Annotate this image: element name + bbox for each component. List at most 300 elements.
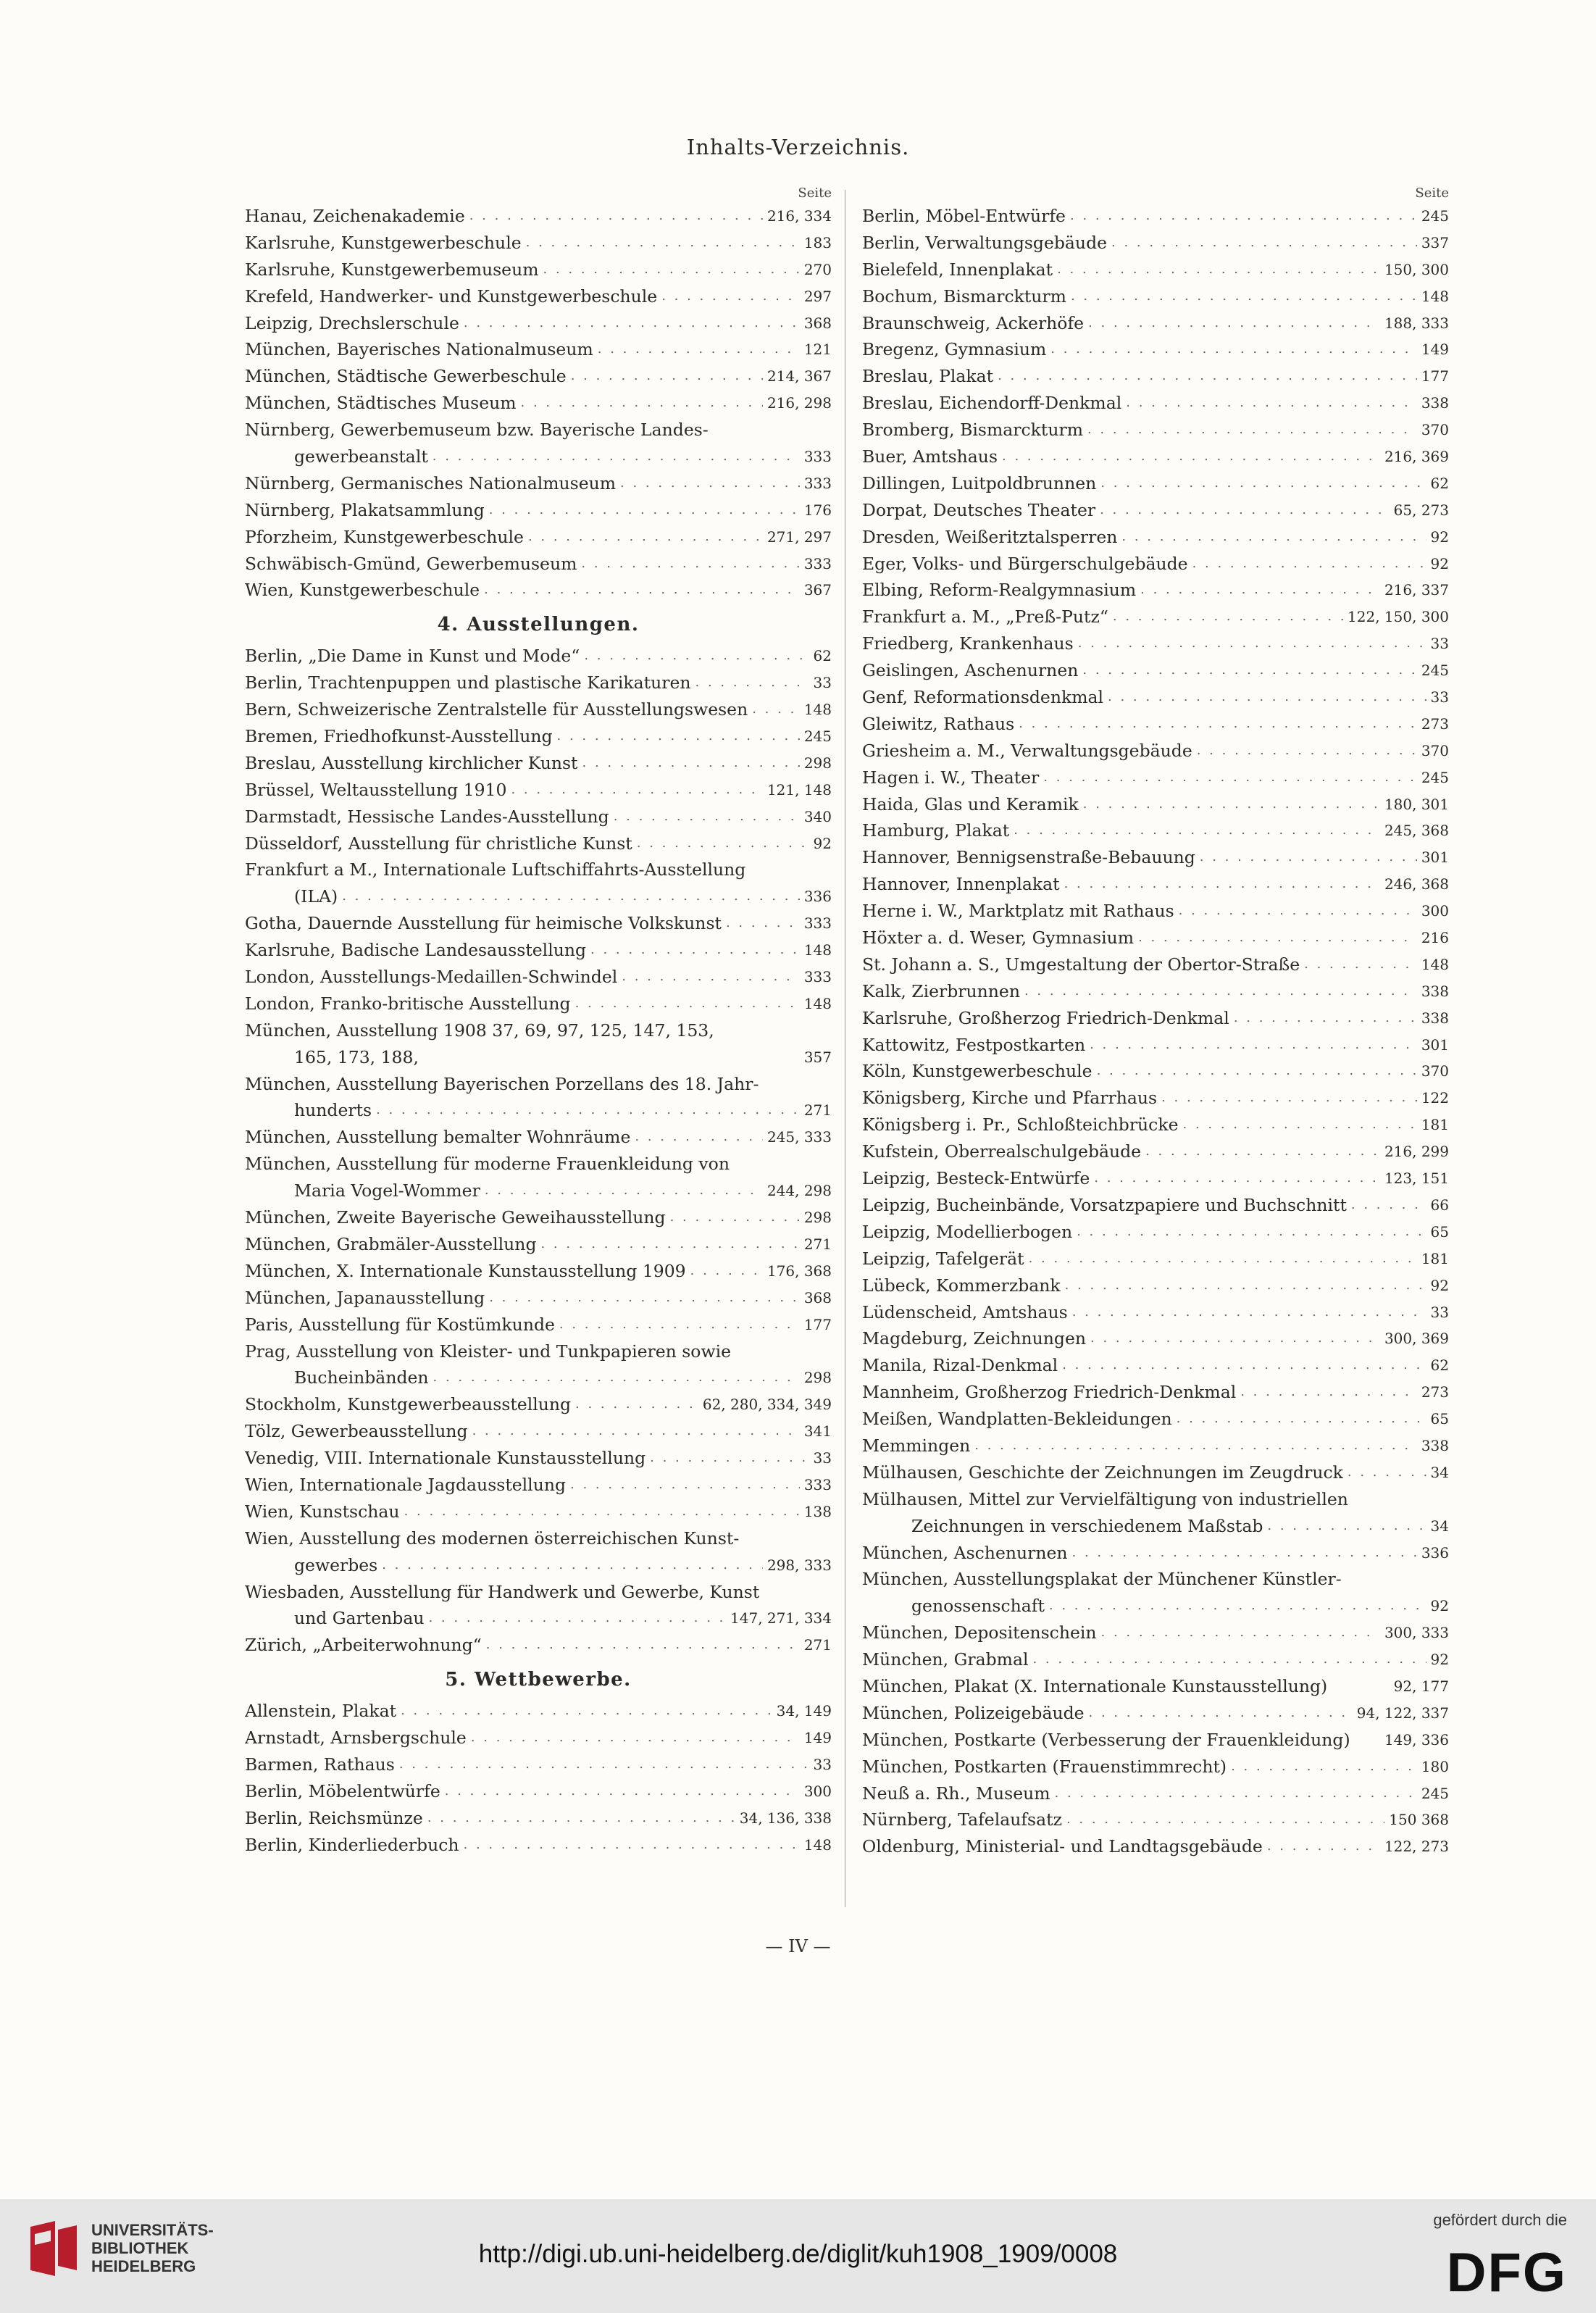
entry-title: Stockholm, Kunstgewerbeausstellung [245, 1394, 572, 1415]
entry-title: Karlsruhe, Badische Landesausstellung [245, 940, 587, 961]
index-entry [245, 203, 832, 230]
index-entry [862, 1486, 1449, 1513]
entry-title: Schwäbisch-Gmünd, Gewerbemuseum [245, 553, 577, 574]
entry-pages: 150, 300 [1384, 260, 1449, 278]
index-entry-continuation [862, 1513, 1449, 1540]
entry-title: Allenstein, Plakat [245, 1701, 397, 1722]
leader-dots [581, 551, 799, 578]
index-entry [245, 1231, 832, 1258]
index-entry [245, 257, 832, 283]
entry-title: Meißen, Wandplatten-Bekleidungen [862, 1409, 1172, 1430]
leader-dots [1140, 577, 1380, 604]
index-entry [862, 1780, 1449, 1807]
entry-title: Magdeburg, Zeichnungen [862, 1328, 1086, 1349]
entry-title: und Gartenbau [294, 1608, 425, 1629]
index-entry [862, 1192, 1449, 1219]
leader-dots [1145, 1138, 1380, 1165]
index-entry [862, 283, 1449, 310]
index-entry [862, 1833, 1449, 1860]
index-entry [862, 1246, 1449, 1272]
index-entry [862, 604, 1449, 630]
entry-pages: 270 [803, 260, 832, 278]
entry-pages: 216, 369 [1384, 448, 1449, 465]
entry-pages: 368 [803, 1288, 832, 1306]
entry-title: Mülhausen, Mittel zur Vervielfältigung von industriellen [862, 1488, 1348, 1509]
entry-title: Leipzig, Besteck-Entwürfe [862, 1168, 1090, 1189]
leader-dots [1077, 1219, 1426, 1246]
leader-dots [1197, 738, 1417, 764]
index-entry [245, 937, 832, 964]
index-entry [245, 991, 832, 1017]
entry-title: Barmen, Rathaus [245, 1754, 395, 1775]
entry-title: Buer, Amtshaus [862, 446, 998, 467]
index-entry [245, 964, 832, 991]
index-entry [245, 1285, 832, 1312]
index-entry [245, 750, 832, 777]
leader-dots [1087, 417, 1417, 443]
entry-pages: 33 [1430, 688, 1449, 707]
leader-dots [1183, 1112, 1417, 1138]
index-entry [245, 1525, 832, 1552]
entry-pages: 180, 301 [1384, 795, 1449, 813]
leader-dots [726, 910, 800, 937]
leader-dots [489, 497, 800, 524]
entry-pages: 245 [1421, 1784, 1449, 1802]
leader-dots [1078, 630, 1426, 657]
entry-title: Geislingen, Aschenurnen [862, 660, 1079, 681]
entry-pages: 357 [803, 1048, 832, 1066]
leader-dots [559, 1312, 800, 1338]
index-entry [862, 925, 1449, 951]
entry-title: Hamburg, Plakat [862, 820, 1010, 841]
index-entry [862, 844, 1449, 871]
source-url-link[interactable]: http://digi.ub.uni-heidelberg.de/diglit/kuh1908_1909/0008 [478, 2240, 1118, 2268]
index-entry [862, 1727, 1449, 1754]
index-entry [862, 1112, 1449, 1138]
index-entry-continuation [245, 883, 832, 910]
entry-pages: 62, 280, 334, 349 [702, 1396, 832, 1414]
index-entry-continuation [245, 1364, 832, 1391]
index-entry [862, 1352, 1449, 1379]
entry-pages: 337 [1421, 233, 1449, 251]
entry-title: München, Postkarte (Verbesserung der Frauenkleidung) [862, 1729, 1350, 1750]
entry-title: genossenschaft [911, 1596, 1045, 1617]
entry-pages: 65, 273 [1393, 501, 1449, 519]
entry-pages: 148 [1421, 287, 1449, 305]
entry-pages: 62 [813, 647, 832, 665]
leader-dots [471, 1725, 800, 1751]
entry-title: Dorpat, Deutsches Theater [862, 499, 1096, 520]
entry-title: Griesheim a. M., Verwaltungsgebäude [862, 740, 1192, 761]
entry-title: Kufstein, Oberrealschulgebäude [862, 1141, 1142, 1162]
leader-dots [1024, 978, 1417, 1005]
entry-pages: 367 [803, 581, 832, 599]
entry-pages: 273 [1421, 714, 1449, 733]
index-entry [862, 470, 1449, 497]
entry-title: München, Grabmäler-Ausstellung [245, 1233, 537, 1254]
entry-pages: 33 [813, 674, 832, 692]
entry-title: Maria Vogel-Wommer [294, 1180, 480, 1201]
leader-dots [622, 964, 800, 991]
index-entry [862, 630, 1449, 657]
entry-pages: 92 [1430, 554, 1449, 572]
entry-title: Braunschweig, Ackerhöfe [862, 312, 1085, 333]
entry-pages: 148 [803, 941, 832, 959]
index-entry-continuation [245, 1605, 832, 1632]
entry-title: St. Johann a. S., Umgestaltung der Obertor-Straße [862, 954, 1300, 975]
page-title: Inhalts-Verzeichnis. [686, 135, 910, 159]
leader-dots [1200, 844, 1417, 871]
entry-title: Wien, Ausstellung des modernen österreichischen Kunst- [245, 1528, 740, 1549]
entry-pages: 122, 273 [1384, 1838, 1449, 1856]
leader-dots [1179, 898, 1417, 925]
index-entry [862, 764, 1449, 791]
entry-pages: 301 [1421, 849, 1449, 867]
index-entry [245, 723, 832, 750]
entry-title: Wien, Kunstschau [245, 1501, 400, 1522]
index-entry [245, 1579, 832, 1606]
entry-pages: 92 [1430, 1276, 1449, 1294]
index-entry [245, 670, 832, 696]
leader-dots [575, 1391, 698, 1418]
entry-pages: 148 [1421, 955, 1449, 973]
entry-title: Karlsruhe, Kunstgewerbemuseum [245, 259, 539, 280]
entry-title: Berlin, „Die Dame in Kunst und Mode“ [245, 646, 580, 667]
entry-title: Hanau, Zeichenakademie [245, 205, 465, 226]
entry-pages: 333 [803, 474, 832, 492]
entry-title: Brüssel, Weltausstellung 1910 [245, 779, 507, 800]
entry-pages: 271, 297 [766, 528, 832, 546]
index-entry [862, 1806, 1449, 1833]
leader-dots [511, 777, 762, 804]
entry-title: Zürich, „Arbeiterwohnung“ [245, 1635, 482, 1656]
entry-pages: 62 [1430, 474, 1449, 492]
entry-pages: 216, 298 [766, 394, 832, 412]
entry-title: Leipzig, Modellierbogen [862, 1221, 1073, 1242]
index-entry [245, 1698, 832, 1725]
index-entry [245, 1391, 832, 1418]
leader-dots [614, 804, 800, 830]
index-entry [862, 1165, 1449, 1192]
entry-pages: 341 [803, 1422, 832, 1441]
leader-dots [1071, 283, 1417, 310]
entry-title: Nürnberg, Gewerbemuseum bzw. Bayerische Landes- [245, 420, 709, 441]
entry-pages: 370 [1421, 421, 1449, 439]
index-entry [862, 417, 1449, 443]
leader-dots [1101, 1620, 1380, 1646]
leader-dots [582, 750, 800, 777]
entry-pages: 300 [803, 1782, 832, 1800]
leader-dots [637, 830, 809, 857]
entry-title: München, Bayerisches Nationalmuseum [245, 339, 593, 360]
index-entry [245, 283, 832, 310]
entry-pages: 65 [1430, 1410, 1449, 1428]
index-entry [862, 336, 1449, 363]
entry-title: London, Franko-britische Ausstellung [245, 993, 571, 1014]
leader-dots [1055, 1780, 1417, 1807]
entry-title: Arnstadt, Arnsbergschule [245, 1728, 467, 1749]
entry-title: Haida, Glas und Keramik [862, 793, 1079, 814]
index-entry [862, 1620, 1449, 1646]
entry-pages: 300, 369 [1384, 1330, 1449, 1348]
index-entry [862, 1005, 1449, 1032]
leader-dots [1050, 336, 1417, 363]
entry-pages: 301 [1421, 1035, 1449, 1054]
index-entry [245, 1071, 832, 1098]
entry-title: Breslau, Ausstellung kirchlicher Kunst [245, 752, 578, 773]
entry-pages: 300 [1421, 902, 1449, 920]
entry-title: Bern, Schweizerische Zentralstelle für Ausstellungswesen [245, 699, 748, 720]
entry-title: Prag, Ausstellung von Kleister- und Tunkpapieren sowie [245, 1341, 731, 1362]
entry-pages: 92 [1430, 528, 1449, 546]
leader-dots [342, 883, 800, 910]
leader-dots [1057, 257, 1380, 283]
leader-dots [528, 524, 763, 551]
index-entry [862, 1754, 1449, 1780]
leader-dots [1234, 1005, 1417, 1032]
leader-dots [489, 1285, 800, 1312]
entry-title: Nürnberg, Germanisches Nationalmuseum [245, 472, 617, 493]
entry-title: Gleiwitz, Rathaus [862, 713, 1015, 734]
leader-dots [433, 443, 800, 470]
leader-dots [1062, 1352, 1426, 1379]
index-entry [245, 470, 832, 497]
leader-dots [590, 937, 800, 964]
index-entry [245, 1725, 832, 1751]
leader-dots [486, 1632, 800, 1659]
leader-dots [1177, 1406, 1426, 1433]
entry-pages: 245 [1421, 207, 1449, 225]
entry-title: Krefeld, Handwerker- und Kunstgewerbeschule [245, 286, 658, 307]
index-entry [862, 817, 1449, 844]
entry-title: Bregenz, Gymnasium [862, 339, 1047, 360]
entry-title: München, Grabmal [862, 1649, 1029, 1670]
index-entry [862, 203, 1449, 230]
entry-pages: 181 [1421, 1116, 1449, 1134]
entry-pages: 338 [1421, 982, 1449, 1000]
index-entry [862, 684, 1449, 711]
entry-title: Manila, Rizal-Denkmal [862, 1355, 1058, 1376]
leader-dots [484, 577, 800, 604]
index-entry [245, 1017, 832, 1044]
leader-dots [1267, 1833, 1380, 1860]
leader-dots [557, 723, 800, 750]
leader-dots [575, 991, 800, 1017]
entry-title: Zeichnungen in verschiedenem Maßstab [911, 1515, 1263, 1536]
index-entry [862, 551, 1449, 578]
index-entry [245, 1124, 832, 1151]
entry-title: gewerbes [294, 1554, 378, 1575]
section-heading: 5. Wettbewerbe. [445, 1669, 632, 1691]
entry-pages: 216, 337 [1384, 581, 1449, 599]
entry-pages: 333 [803, 1475, 832, 1493]
entry-pages: 216 [1421, 929, 1449, 947]
index-entry-continuation [245, 1098, 832, 1125]
entry-pages: 336 [1421, 1543, 1449, 1562]
entry-title: Leipzig, Drechslerschule [245, 312, 459, 333]
index-entry [862, 1646, 1449, 1673]
leader-dots [1113, 604, 1343, 630]
index-entry-continuation [245, 1552, 832, 1579]
leader-dots [1002, 443, 1380, 470]
entry-pages: 147, 271, 334 [730, 1609, 832, 1628]
entry-title: München, Aschenurnen [862, 1542, 1068, 1563]
index-entry [245, 1258, 832, 1285]
leader-dots [1032, 1646, 1426, 1673]
leader-dots [670, 1204, 800, 1231]
left-column [245, 184, 832, 1859]
leader-dots [1348, 1459, 1426, 1486]
index-entry [245, 363, 832, 390]
entry-pages: 338 [1421, 394, 1449, 412]
index-entry [862, 1540, 1449, 1567]
index-entry [245, 551, 832, 578]
entry-pages: 177 [803, 1315, 832, 1333]
leader-dots [1161, 1085, 1417, 1112]
leader-dots [469, 203, 763, 230]
index-entry [862, 524, 1449, 551]
index-entry [862, 1325, 1449, 1352]
entry-title: Lüdenscheid, Amtshaus [862, 1301, 1068, 1322]
entry-title: München, Ausstellung Bayerischen Porzellans des 18. Jahr- [245, 1073, 759, 1094]
entry-pages: 298 [803, 1209, 832, 1227]
entry-title: München, Japanausstellung [245, 1287, 485, 1308]
leader-dots [1108, 684, 1426, 711]
index-entry [245, 1151, 832, 1178]
entry-pages: 368 [803, 314, 832, 332]
entry-pages: 271 [803, 1636, 832, 1654]
index-entry [862, 871, 1449, 898]
entry-pages: 245 [1421, 662, 1449, 680]
entry-pages: 138 [803, 1502, 832, 1520]
entry-pages: 123, 151 [1384, 1170, 1449, 1188]
index-entry [862, 1032, 1449, 1059]
entry-pages: 370 [1421, 741, 1449, 759]
leader-dots [752, 696, 800, 723]
leader-dots [1072, 1540, 1417, 1567]
leader-dots [401, 1698, 772, 1725]
index-entry [245, 1338, 832, 1365]
entry-pages: 244, 298 [766, 1182, 832, 1200]
entry-title: München, Ausstellung für moderne Frauenkleidung von [245, 1154, 730, 1175]
entry-pages: 336 [803, 888, 832, 906]
index-entry [245, 696, 832, 723]
entry-pages: 370 [1421, 1062, 1449, 1080]
index-entry [862, 1566, 1449, 1593]
leader-dots [1083, 791, 1380, 818]
index-entry [245, 497, 832, 524]
index-entry [245, 1632, 832, 1659]
leader-dots [428, 1605, 726, 1632]
entry-title: Wien, Internationale Jagdausstellung [245, 1474, 567, 1495]
leader-dots [540, 1231, 799, 1258]
entry-pages: 148 [803, 994, 832, 1012]
entry-title: München, Ausstellungsplakat der Münchener Künstler- [862, 1569, 1342, 1590]
index-entry [862, 310, 1449, 337]
right-column [862, 184, 1449, 1860]
entry-pages: 148 [803, 1835, 832, 1854]
leader-dots [1065, 1272, 1426, 1299]
index-entry [862, 1379, 1449, 1406]
entry-pages: 333 [803, 554, 832, 572]
entry-pages: 338 [1421, 1009, 1449, 1027]
entry-pages: 298 [803, 754, 832, 772]
index-entry [245, 1204, 832, 1231]
entry-pages: 297 [803, 287, 832, 305]
leader-dots [690, 1258, 763, 1285]
index-entry [245, 524, 832, 551]
entry-pages: 340 [803, 807, 832, 825]
entry-title: Wiesbaden, Ausstellung für Handwerk und Gewerbe, Kunst [245, 1581, 760, 1602]
entry-title: Breslau, Plakat [862, 366, 994, 387]
entry-pages: 148 [803, 701, 832, 719]
leader-dots [1267, 1513, 1426, 1540]
index-entry [862, 1299, 1449, 1326]
entry-title: Herne i. W., Marktplatz mit Rathaus [862, 901, 1174, 922]
index-entry [245, 1472, 832, 1499]
entry-pages: 273 [1421, 1383, 1449, 1401]
entry-title: Bielefeld, Innenplakat [862, 259, 1053, 280]
index-entry [862, 951, 1449, 978]
entry-title: Oldenburg, Ministerial- und Landtagsgebäude [862, 1836, 1263, 1857]
entry-pages: 149, 336 [1384, 1730, 1449, 1749]
index-entry [862, 1085, 1449, 1112]
leader-dots [1049, 1593, 1426, 1620]
leader-dots [1089, 1700, 1353, 1727]
index-entry [245, 1778, 832, 1805]
entry-title: 165, 173, 188, [294, 1046, 419, 1067]
entry-title: Königsberg i. Pr., Schloßteichbrücke [862, 1114, 1179, 1135]
entry-pages: 245 [803, 728, 832, 746]
entry-pages: 94, 122, 337 [1356, 1704, 1449, 1722]
index-entry [245, 230, 832, 257]
index-entry-continuation [245, 443, 832, 470]
leader-dots [526, 230, 800, 257]
leader-dots [695, 670, 809, 696]
entry-pages: 121 [803, 341, 832, 359]
seite-label: Seite [1415, 186, 1449, 201]
entry-title: (ILA) [294, 886, 338, 907]
entry-pages: 176 [803, 501, 832, 519]
entry-title: Neuß a. Rh., Museum [862, 1783, 1050, 1804]
leader-dots [472, 1418, 800, 1445]
entry-title: München, Polizeigebäude [862, 1702, 1085, 1723]
index-entry [245, 1832, 832, 1859]
entry-pages: 180 [1421, 1757, 1449, 1775]
index-entry [245, 1418, 832, 1445]
leader-dots [998, 363, 1417, 390]
index-entry-continuation [245, 1044, 832, 1071]
entry-pages: 62 [1430, 1356, 1449, 1375]
index-entry [862, 898, 1449, 925]
entry-title: München, X. Internationale Kunstausstellung 1909 [245, 1260, 686, 1281]
leader-dots [1231, 1754, 1417, 1780]
entry-pages: 245, 333 [766, 1128, 832, 1146]
index-entry-continuation [245, 1178, 832, 1204]
entry-title: Frankfurt a. M., „Preß-Putz“ [862, 607, 1108, 628]
index-entry [862, 257, 1449, 283]
entry-pages: 34 [1430, 1517, 1449, 1535]
entry-title: Wien, Kunstgewerbeschule [245, 580, 480, 601]
index-entry [245, 1312, 832, 1338]
entry-title: Frankfurt a M., Internationale Luftschiffahrts-Ausstellung [245, 859, 746, 880]
entry-title: Berlin, Reichsmünze [245, 1807, 423, 1828]
entry-title: London, Ausstellungs-Medaillen-Schwindel [245, 967, 618, 988]
leader-dots [445, 1778, 800, 1805]
index-entry [862, 1138, 1449, 1165]
entry-pages: 183 [803, 233, 832, 251]
entry-title: Elbing, Reform-Realgymnasium [862, 580, 1137, 601]
